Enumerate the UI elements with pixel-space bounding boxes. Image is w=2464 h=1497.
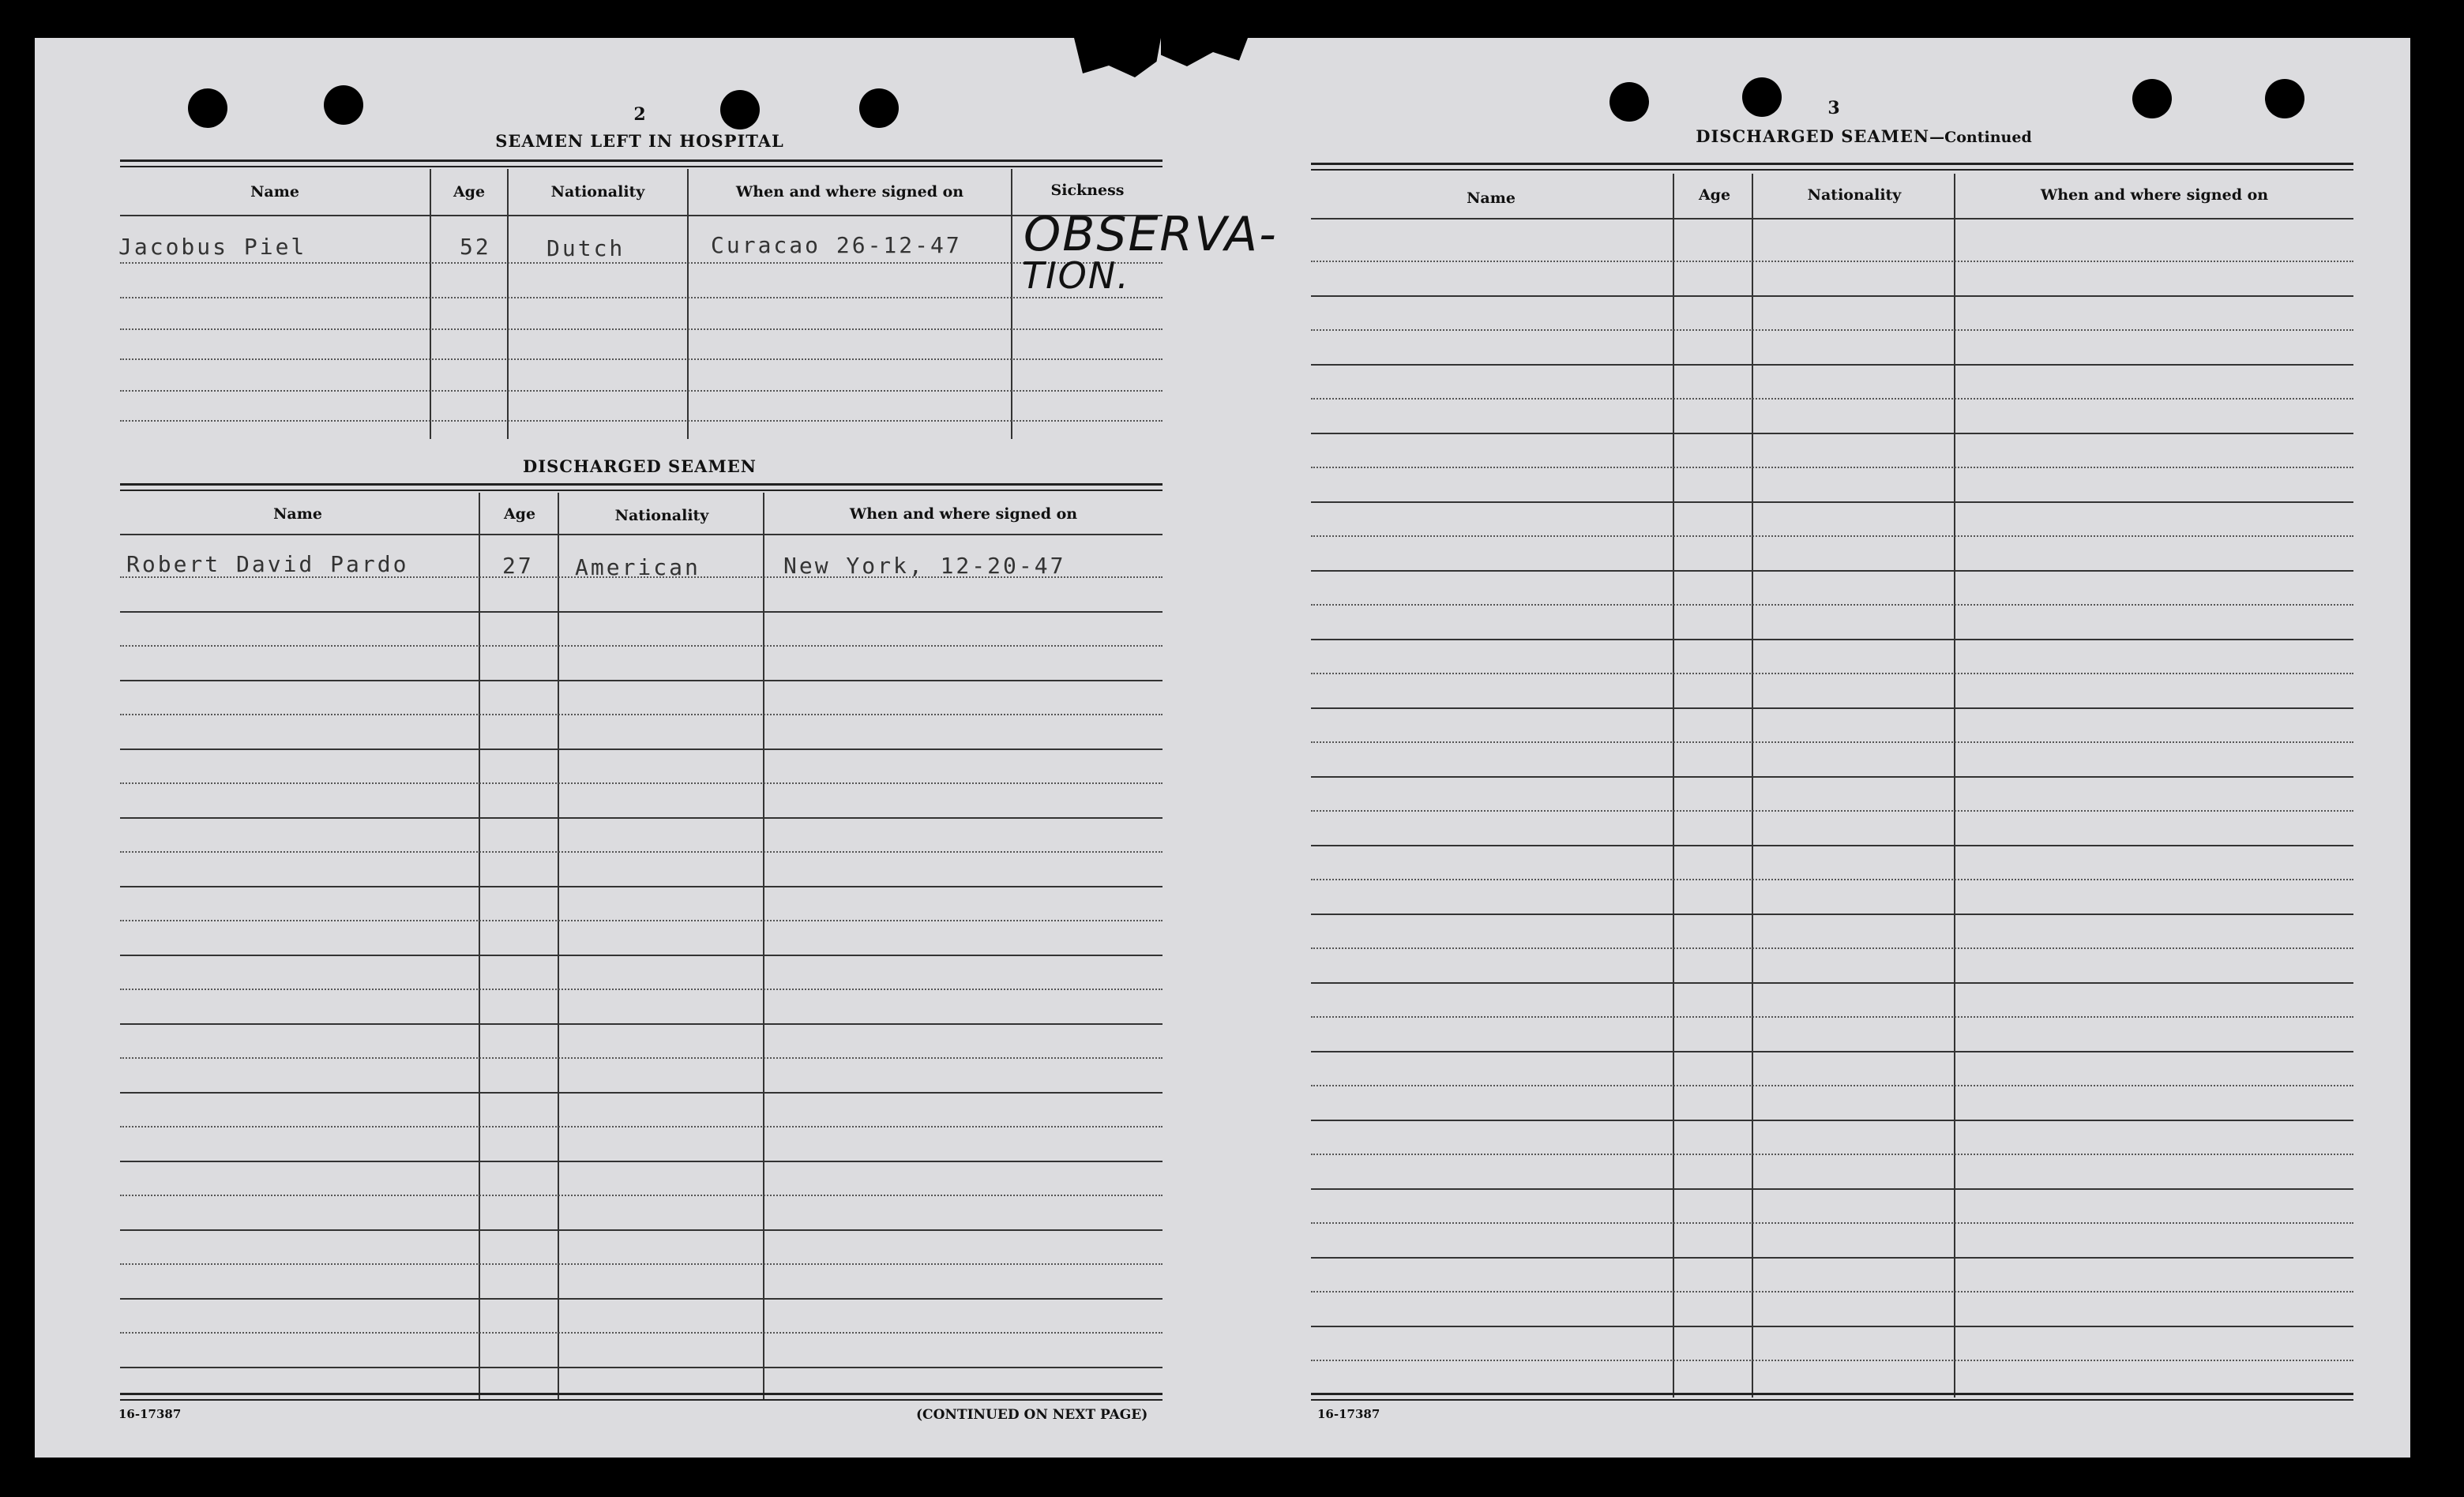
row-line [1311, 398, 2353, 400]
row-line [120, 1161, 1163, 1162]
page-number-right: 3 [1827, 98, 1840, 118]
row-line [120, 1092, 1163, 1094]
row-line [1311, 947, 2353, 949]
binder-hole [1742, 77, 1782, 117]
hospital-col-divider [1011, 169, 1012, 439]
page-number: 2 [633, 104, 646, 125]
hospital-top-rule [120, 159, 1163, 167]
right-title-suffix: —Continued [1929, 129, 2032, 146]
row-line [1311, 1120, 2353, 1121]
binder-hole [2265, 79, 2304, 118]
continued-note: (CONTINUED ON NEXT PAGE) [916, 1407, 1148, 1423]
row-line [1311, 1051, 2353, 1052]
discharged-entry-nationality: American [575, 554, 701, 580]
row-line [120, 1126, 1163, 1127]
right-col-divider [1673, 174, 1674, 1398]
hospital-header-sickness: Sickness [1050, 182, 1125, 199]
row-line [1311, 364, 2353, 366]
hospital-row-line [120, 262, 1163, 264]
hospital-header-age: Age [453, 183, 486, 201]
hospital-header-nationality: Nationality [550, 183, 645, 201]
right-header-name: Name [1467, 189, 1516, 207]
row-line [1311, 639, 2353, 640]
row-line [1311, 329, 2353, 331]
row-line [1311, 914, 2353, 915]
row-line [120, 1332, 1163, 1334]
row-line [120, 886, 1163, 887]
form-code: 16-17387 [118, 1407, 182, 1421]
row-line [120, 611, 1163, 613]
row-line [1311, 501, 2353, 503]
right-header-rule [1311, 218, 2353, 219]
discharged-top-rule [120, 483, 1163, 491]
row-line [1311, 1085, 2353, 1086]
row-line [1311, 673, 2353, 674]
row-line [120, 1229, 1163, 1231]
binder-hole [1609, 82, 1649, 122]
hospital-entry-name: Jacobus Piel [118, 234, 307, 260]
row-line [1311, 295, 2353, 297]
right-header-age: Age [1698, 186, 1731, 204]
row-line [1311, 570, 2353, 572]
row-line [1311, 1257, 2353, 1259]
row-line [120, 1298, 1163, 1300]
row-line [120, 680, 1163, 681]
discharged-entry-signed-on: New York, 12-20-47 [783, 553, 1066, 579]
row-line [1311, 1154, 2353, 1155]
hospital-header-rule [120, 215, 1163, 216]
discharged-header-name: Name [273, 505, 322, 523]
row-line [120, 748, 1163, 750]
row-line [1311, 741, 2353, 743]
discharged-section-title: DISCHARGED SEAMEN [523, 456, 757, 476]
row-line [120, 1057, 1163, 1059]
row-line [1311, 433, 2353, 434]
discharged-entry-age: 27 [502, 553, 534, 579]
row-line [120, 1367, 1163, 1368]
row-line [120, 817, 1163, 819]
row-line [120, 576, 1163, 578]
hospital-col-divider [430, 169, 431, 439]
row-line [1311, 845, 2353, 846]
row-line [1311, 535, 2353, 537]
discharged-header-age: Age [503, 505, 536, 523]
hospital-row-line [120, 420, 1163, 422]
row-line [120, 851, 1163, 853]
hospital-entry-nationality: Dutch [547, 235, 625, 261]
right-col-divider [1954, 174, 1955, 1398]
discharged-header-rule [120, 534, 1163, 535]
right-bottom-rule [1311, 1393, 2353, 1401]
hospital-entry-age: 52 [460, 234, 491, 260]
binder-hole [859, 88, 899, 128]
discharged-header-signed-on: When and where signed on [849, 505, 1078, 523]
row-line [120, 1023, 1163, 1025]
row-line [1311, 261, 2353, 262]
discharged-entry-name: Robert David Pardo [126, 551, 409, 577]
row-line [1311, 1188, 2353, 1190]
row-line [1311, 1360, 2353, 1361]
row-line [120, 955, 1163, 956]
hospital-header-signed-on: When and where signed on [735, 183, 964, 201]
form-code-right: 16-17387 [1317, 1407, 1380, 1421]
row-line [1311, 810, 2353, 812]
hospital-col-divider [507, 169, 509, 439]
row-line [120, 1195, 1163, 1196]
right-section-title [1643, 126, 2085, 146]
row-line [1311, 776, 2353, 778]
row-line [1311, 1326, 2353, 1327]
hospital-section-title: SEAMEN LEFT IN HOSPITAL [495, 131, 784, 151]
row-line [1311, 467, 2353, 468]
hospital-col-divider [687, 169, 689, 439]
row-line [1311, 1222, 2353, 1224]
hospital-entry-signed-on: Curacao 26-12-47 [711, 232, 962, 258]
discharged-header-nationality: Nationality [614, 507, 709, 524]
handwritten-sickness-line2: TION. [1022, 254, 1130, 297]
row-line [1311, 879, 2353, 880]
binder-hole [720, 90, 760, 129]
row-line [1311, 982, 2353, 984]
row-line [1311, 707, 2353, 709]
row-line [1311, 604, 2353, 606]
hospital-row-line [120, 358, 1163, 360]
hospital-row-line [120, 297, 1163, 298]
row-line [120, 645, 1163, 647]
row-line [120, 782, 1163, 784]
binder-hole [188, 88, 227, 128]
handwritten-sickness-line1: OBSERVA- [1024, 207, 1278, 262]
row-line [120, 989, 1163, 990]
hospital-row-line [120, 328, 1163, 330]
row-line [1311, 1291, 2353, 1293]
binder-hole [324, 85, 363, 125]
right-top-rule [1311, 163, 2353, 171]
hospital-header-name: Name [250, 183, 299, 201]
left-bottom-rule [120, 1393, 1163, 1401]
right-title-main: DISCHARGED SEAMEN [1696, 126, 1930, 146]
right-header-nationality: Nationality [1807, 186, 1902, 204]
hospital-row-line [120, 390, 1163, 392]
row-line [1311, 1016, 2353, 1018]
row-line [120, 1263, 1163, 1265]
row-line [120, 714, 1163, 715]
binder-hole [2132, 79, 2172, 118]
right-header-signed-on: When and where signed on [2040, 186, 2269, 204]
right-col-divider [1752, 174, 1753, 1398]
row-line [120, 920, 1163, 921]
